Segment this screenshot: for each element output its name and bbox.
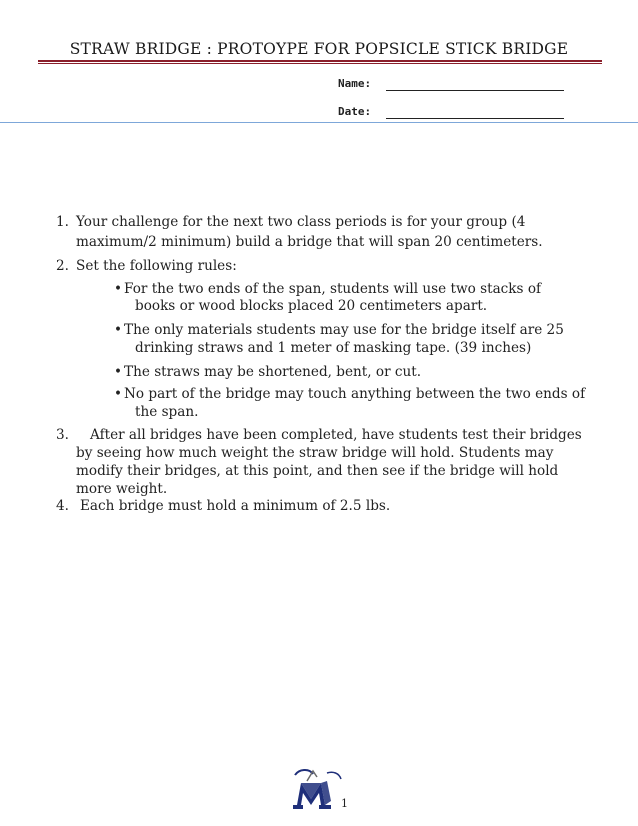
date-label: Date: <box>338 105 372 118</box>
item-number: 2. <box>56 258 69 274</box>
item-text: Each bridge must hold a minimum of 2.5 lbs. <box>80 498 391 514</box>
bullet-icon: • <box>114 281 123 297</box>
rule-text: The only materials students may use for the bridge itself are 25 <box>124 322 564 338</box>
bullet-icon: • <box>114 322 123 338</box>
item-text: maximum/2 minimum) build a bridge that will span 20 centimeters. <box>76 234 543 250</box>
rule-text: drinking straws and 1 meter of masking tape. (39 inches) <box>135 340 532 356</box>
bullet-icon: • <box>114 386 123 402</box>
rule-text: the span. <box>135 404 199 420</box>
rule-text: For the two ends of the span, students will use two stacks of <box>124 281 542 297</box>
item-text: by seeing how much weight the straw bridge will hold. Students may <box>76 445 554 461</box>
school-m-logo-icon <box>287 765 347 810</box>
name-label: Name: <box>338 77 372 90</box>
item-number: 4. <box>56 498 69 514</box>
date-field-line <box>386 118 564 119</box>
rule-text: No part of the bridge may touch anything between the two ends of <box>124 386 586 402</box>
section-divider <box>0 122 638 123</box>
item-text: more weight. <box>76 481 168 497</box>
item-text: Your challenge for the next two class periods is for your group (4 <box>76 214 526 230</box>
bullet-icon: • <box>114 364 123 380</box>
item-text: Set the following rules: <box>76 258 237 274</box>
header-rule <box>38 60 602 62</box>
page-number: 1 <box>341 797 348 810</box>
item-number: 3. <box>56 427 69 443</box>
item-text: modify their bridges, at this point, and then see if the bridge will hold <box>76 463 559 479</box>
rule-text: books or wood blocks placed 20 centimeters apart. <box>135 298 488 314</box>
rule-text: The straws may be shortened, bent, or cut. <box>124 364 422 380</box>
header-rule-thin <box>38 63 602 64</box>
page-title: STRAW BRIDGE : PROTOYPE FOR POPSICLE STICK BRIDGE <box>69 40 569 58</box>
name-field-line <box>386 90 564 91</box>
item-number: 1. <box>56 214 69 230</box>
item-text: After all bridges have been completed, have students test their bridges <box>90 427 582 443</box>
